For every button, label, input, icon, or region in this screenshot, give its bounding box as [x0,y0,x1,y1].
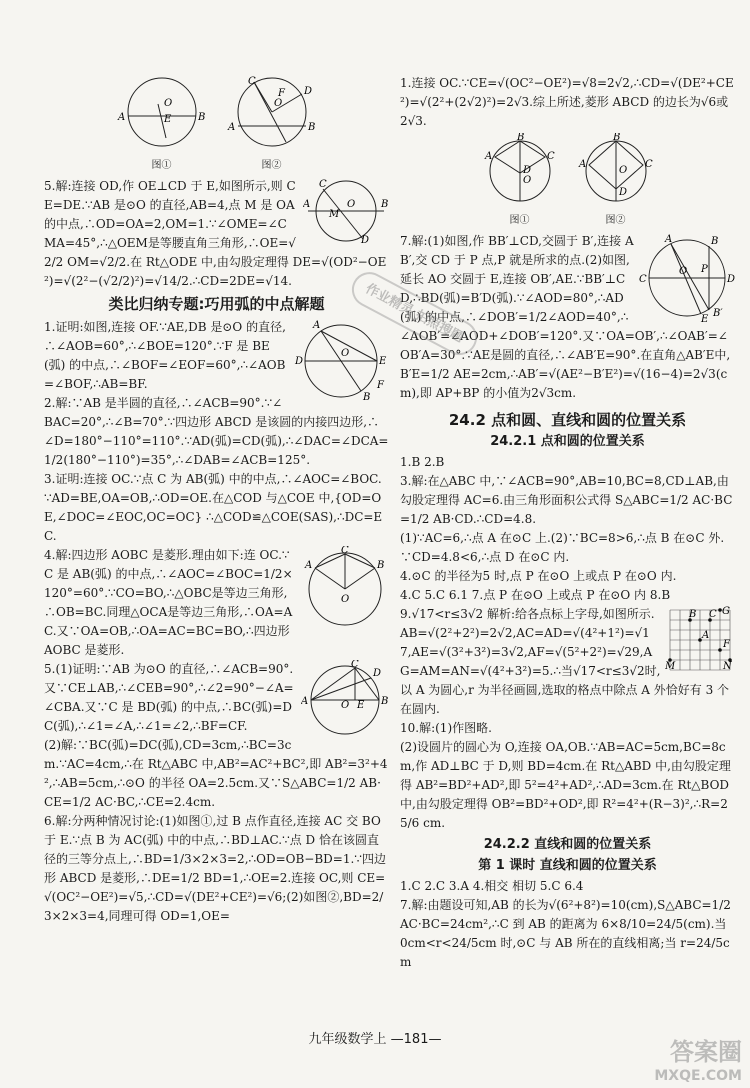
circle-figure-answer-5 [303,177,389,245]
svg-text:B: B [689,609,697,620]
circle-figure-special-5 [301,660,389,740]
s1-answer-4-note: 4.⊙C 的半径为5 时,点 P 在⊙O 上或点 P 在⊙O 内. [400,569,677,583]
svg-text:C: C [546,151,555,162]
figure-1-caption: 图① [151,160,172,171]
svg-text:F: F [377,380,384,391]
svg-text:D: D [295,356,304,367]
circle-figure-answer-7 [639,232,735,324]
svg-text:M: M [329,209,340,220]
svg-text:E: E [379,356,387,367]
special-answer-3: 3.证明:连接 OC.∵点 C 为 AB(弧) 中的中点,∴∠AOC=∠BOC.∵AD=BE,OA=OB,∴OD=OE.在△COD 与△COE 中,{OD=OE,∠DOC=∠EOC,OC=OC} ∴△COD≌△COE(SAS),∴DC=EC. [44,472,383,543]
answer-5-text: 5.解:连接 OD,作 OE⊥CD 于 E,如图所示,则 CE=DE.∵AB 是⊙O 的直径,AB=4,点 M 是 OA 的中点,∴OD=OA=2,OM=1.∵∠OME=∠CMA=45°,∴△OEM是等腰直角三角形,∴OE=√2/2 OM=√2/2.在 Rt△ODE 中,由勾股定理得 DE=√(OD²−OE²)=√(2²−(√2/2)²)=√14/2.∴CD=2DE=√14. [44,179,387,288]
special-answer-5-1: 5.(1)证明:∵AB 为⊙O 的直径,∴∠ACB=90°.又∵CE⊥AB,∴∠CEB=90°,∴∠2=90°−∠A=∠CBA.又∵C 是 BD(弧) 的中点,∴BC(弧)=DC(弧),∴∠1=∠A,∴∠1=∠2,∴BF=CF. [44,662,294,733]
svg-text:C: C [341,546,349,556]
special-topic-title: 类比归纳专题:巧用弧的中点解题 [108,295,325,313]
svg-text:A: A [117,112,125,123]
svg-text:D: D [522,165,531,176]
svg-text:B′: B′ [713,308,723,319]
svg-text:B: B [363,392,371,403]
svg-text:F: F [723,639,730,650]
svg-text:M: M [665,661,676,672]
s1-answer-3-parts: (1)∵AC=6,∴点 A 在⊙C 上.(2)∵BC=8>6,∴点 B 在⊙C 外.∵CD=4.8<6,∴点 D 在⊙C 内. [400,531,725,564]
rhombus-circle-2 [575,133,657,205]
s1-answer-1: 1.B 2.B [400,455,445,469]
svg-text:G: G [722,606,730,617]
s1-answer-9: 9.√17<r≤3√2 解析:给各点标上字母,如图所示.AB=√(2²+2²)=2√2,AC=AD=√(4²+1²)=√17,AE=√(3²+3²)=3√2,AF=√(5²+2²)=√29,AG=AM=AN=√(4²+3²)=5.∴当√17<r≤3√2时,以 A 为圆心,r 为半径画圆,选取的格点中除点 A 外恰好有 3 个在圆内. [400,607,730,716]
special-answer-1: 1.证明:如图,连接 OF.∵AE,DB 是⊙O 的直径,∴∠AOB=60°,∴∠BOE=120°.∵F 是 BE(弧) 的中点,∴∠BOF=∠EOF=60°,∴∠AOB=∠BOF,∴AB=BF. [44,320,286,391]
svg-text:A: A [305,560,313,571]
watermark-text: 答案圈 [670,1038,742,1066]
svg-text:O: O [347,199,356,210]
circle-figure-special-1 [293,318,389,404]
rhombus-figure-2 [575,133,657,230]
circle-figure-2 [224,76,320,150]
svg-text:C: C [709,609,717,620]
svg-text:P: P [701,264,708,275]
svg-text:D: D [727,274,735,285]
special-answers [44,318,389,926]
svg-text:C: C [644,159,653,170]
svg-text:A: A [484,151,492,162]
grid-figure-answer-9 [665,605,735,675]
svg-text:O: O [341,348,350,359]
s1-answer-10-1: 10.解:(1)作图略. [400,721,492,735]
svg-text:D: D [373,668,382,679]
figure-2-caption: 图② [261,160,282,171]
svg-text:B: B [377,560,385,571]
circle-figure-special-4 [301,546,389,632]
rhombus-figure-1 [479,133,561,230]
stamp-mark: 作业精灵 拍照搜题 [346,266,483,361]
svg-text:D: D [361,235,370,245]
svg-text:E: E [357,700,365,711]
svg-text:A: A [665,234,673,245]
svg-text:B: B [197,112,205,123]
s1-answer-10-2: (2)设圆片的圆心为 O,连接 OA,OB.∵AB=AC=5cm,BC=8cm,作 AD⊥BC 于 D,则 BD=4cm.在 Rt△ABD 中,由勾股定理得 AB²=BD²+AD²,即 5²=4²+AD²,∴AD=3cm.在 Rt△BOD 中,由勾股定理得 OB²=BD²+OD²,即 R²=4²+(R−3)²,∴R=25/6 cm. [400,740,731,830]
subsection-title-24-2-1: 24.2.1 点和圆的位置关系 [490,434,645,449]
s1-answer-3: 3.解:在△ABC 中,∵∠ACB=90°,AB=10,BC=8,CD⊥AB,由勾股定理得 AC=6.由三角形面积公式得 S△ABC=1/2 AC·BC=1/2 AB·CD.∴CD=4.8. [400,474,733,526]
svg-text:B: B [711,236,719,247]
answer-5-block [44,177,389,291]
rhombus-figure-2-caption: 图② [605,215,626,226]
answer-7-text: 7.解:(1)如图,作 BB′⊥CD,交圆于 B′,连接 AB′,交 CD 于 P 点,P 就是所求的点.(2)如图,延长 AO 交圆于 E,连接 OB′,AE.∵BB′⊥CD,∴BD(弧)=B′D(弧).∵∠AOD=80°,∴AD(弧) 的中点,∴∠DOB′=1/2∠AOD=40°,∴∠AOB′=∠AOD+∠DOB′=120°.又∵OA=OB′,∴∠OAB′=∠OB′A=30°.∵AE是圆的直径,∴∠AB′E=90°.在直角△AB′E中,B′E=1/2 AE=2cm,∴AB′=√(AE²−B′E²)=√(16−4)=2√3(cm),即 AP+BP 的小值为2√3cm. [400,234,731,400]
right-column [400,74,735,972]
circle-figure-1 [114,76,210,150]
svg-text:O: O [163,98,172,109]
svg-text:D: D [618,187,627,198]
svg-text:C: C [247,76,256,87]
svg-text:A: A [313,320,321,331]
s2-answers-1-6: 1.C 2.C 3.A 4.相交 相切 5.C 6.4 [400,879,584,893]
special-answer-6: 6.解:分两种情况讨论:(1)如图①,过 B 点作直径,连接 AC 交 BO 于 E.∵点 B 为 AC(弧) 中的中点,∴BD⊥AC.∵点 D 恰在该圆直径的三等分点上,∴BD=1/3×2×3=2,∴OD=OB−BD=1.∵四边形 ABCD 是菱形,∴DE=1/2 BD=1,∴OE=2.连接 OC,则 CE=√(OC²−OE²)=√5,∴CD=√(DE²+CE²)=√6;(2)如图②,BD=2/3×2×3=4,同理可得 OD=1,OE= [44,814,386,923]
svg-text:O: O [522,175,531,186]
svg-text:B: B [612,133,620,143]
svg-text:A: A [301,696,309,707]
s2-answer-7: 7.解:由题设可知,AB 的长为√(6²+8²)=10(cm),S△ABC=1/2 AC·BC=24cm²,∴C 到 AB 的距离为 6×8/10=24/5(cm).当 0cm<r<24/5cm 时,⊙C 与 AB 所在的直线相离;当 r=24/5cm [400,898,731,969]
rhombus-figures [400,133,735,230]
svg-text:O: O [341,700,350,711]
rhombus-circle-1 [479,133,561,205]
figure-2 [224,76,320,175]
svg-text:E: E [163,114,171,125]
figure-1 [114,76,210,175]
lesson-title-1: 第 1 课时 直线和圆的位置关系 [478,858,657,873]
svg-text:B: B [307,122,315,133]
svg-text:O: O [679,266,688,277]
svg-text:E: E [701,314,709,324]
svg-text:N: N [723,661,732,672]
subsection-title-24-2-2: 24.2.2 直线和圆的位置关系 [483,837,652,852]
svg-text:O: O [273,98,282,109]
svg-text:B: B [381,199,389,210]
section-title-24-2: 24.2 点和圆、直线和圆的位置关系 [448,411,687,429]
answer-9-block [400,605,735,719]
left-column [44,74,389,926]
svg-text:O: O [341,594,350,605]
svg-text:A: A [702,630,710,641]
continued-answer-6: 1.连接 OC.∵CE=√(OC²−OE²)=√8=2√2,∴CD=√(DE²+CE²)=√(2²+(2√2)²)=2√3.综上所述,菱形 ABCD 的边长为√6或2√3. [400,76,734,128]
special-answer-5-2: (2)解:∵BC(弧)=DC(弧),CD=3cm,∴BC=3cm.∵AC=4cm,∴在 Rt△ABC 中,AB²=AC²+BC²,即 AB²=3²+4²,∴AB=5cm,∴⊙O 的半径 OA=2.5cm.又∵S△ABC=1/2 AB·CE=1/2 AC·BC,∴CE=2.4cm. [44,738,388,809]
svg-text:B: B [516,133,524,143]
svg-text:A: A [227,122,235,133]
svg-text:F: F [277,88,285,99]
svg-text:A: A [578,159,586,170]
s1-answers-4-8: 4.C 5.C 6.1 7.点 P 在⊙O 上或点 P 在⊙O 内 8.B [400,588,671,602]
svg-text:A: A [303,199,311,210]
svg-text:O: O [618,165,627,176]
svg-text:C: C [639,274,647,285]
special-answer-2: 2.解:∵AB 是半圆的直径,∴∠ACB=90°.∵∠BAC=20°,∴∠B=70°.∵四边形 ABCD 是该圆的内接四边形,∴∠D=180°−110°=110°.∵AD(弧)=CD(弧),∴∠DAC=∠DCA=1/2(180°−110°)=35°,∴∠DAB=∠ACB=125°. [44,396,389,467]
special-answer-4: 4.解:四边形 AOBC 是菱形.理由如下:连 OC.∵C 是 AB(弧) 的中点,∴∠AOC=∠BOC=1/2×120°=60°.∵CO=BO,∴△OBC是等边三角形,∴OB=BC.同理△OCA是等边三角形,∴OA=AC.又∵OA=OB,∴OA=AC=BC=BO,∴四边形 AOBC 是菱形. [44,548,293,657]
rhombus-figure-1-caption: 图① [509,215,530,226]
top-figures [44,76,389,175]
page-footer: 九年级数学上 —181— [308,1032,442,1047]
svg-text:B: B [381,696,389,707]
watermark-logo [654,1040,742,1088]
svg-text:C: C [319,179,327,190]
svg-text:D: D [303,86,312,97]
svg-text:C: C [351,660,359,670]
watermark-url: MXQE.COM [654,1068,742,1084]
